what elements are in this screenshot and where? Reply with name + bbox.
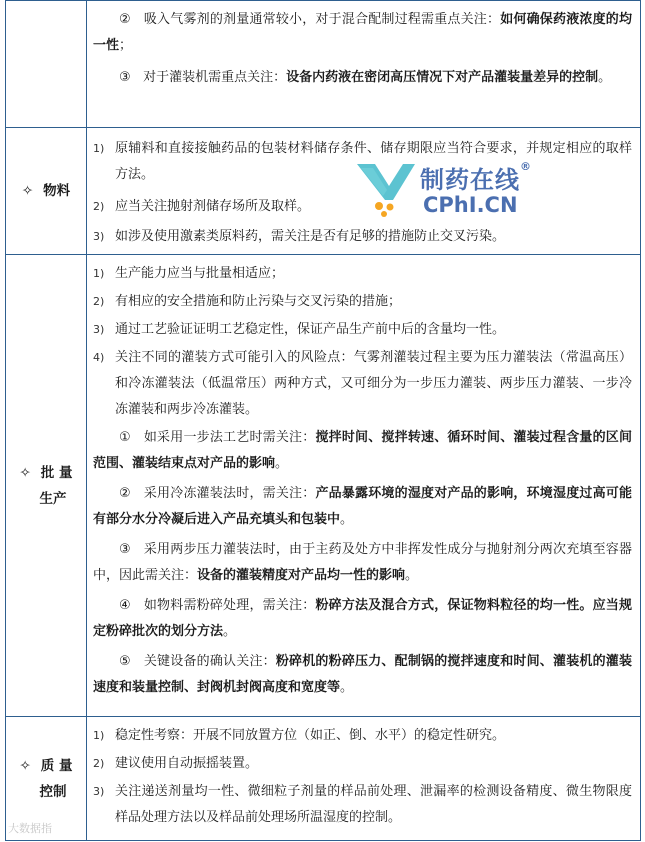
materials-label: 物料 xyxy=(43,183,71,199)
quality-label-1: 质 量 xyxy=(40,757,73,774)
quality-label-2: 控制 xyxy=(39,783,67,800)
top-row xyxy=(6,1,641,128)
top-category-cell xyxy=(6,1,87,128)
logo-text-en: CPhI.CN xyxy=(423,193,518,217)
batch-content-cell xyxy=(87,255,641,717)
registered-mark: ® xyxy=(520,160,532,173)
list-item: 3) 通过工艺验证证明工艺稳定性，保证产品生产前中后的含量均一性。 xyxy=(93,322,506,337)
materials-category-cell xyxy=(6,128,87,255)
list-item: 1) 原辅料和直接接触药品的包装材料储存条件、储存期限应当符合要求，并规定相应的取样方法。 xyxy=(93,141,632,182)
list-item: 2) 建议使用自动振摇装置。 xyxy=(93,756,259,771)
materials-row xyxy=(6,128,641,255)
list-item: 4) 关注不同的灌装方式可能引入的风险点：气雾剂灌装过程主要为压力灌装法（常温高压）和冷冻灌装法（低温常压）两种方式，又可细分为一步压力灌装、两步压力灌装、一步冷冻灌装和两步冷冻灌装。 xyxy=(93,350,632,417)
sub-item: ③ 采用两步压力灌装法时，由于主药及处方中非挥发性成分与抛射剂分两次充填至容器中，因此需关注：设备的灌装精度对产品均一性的影响。 xyxy=(93,542,632,583)
sub-item: ① 如采用一步法工艺时需关注：搅拌时间、搅拌转速、循环时间、灌装过程含量的区间范围、灌装结束点对产品的影响。 xyxy=(93,430,632,471)
filling-machine-note: ③ 对于灌装机需重点关注：设备内药液在密闭高压情况下对产品灌装量差异的控制。 xyxy=(119,70,612,85)
batch-row xyxy=(6,255,641,717)
list-item: 2) 应当关注抛射剂储存场所及取样。 xyxy=(93,199,311,214)
diamond-icon: ✧ xyxy=(19,464,31,481)
list-item: 3) 关注递送剂量均一性、微细粒子剂量的样品前处理、泄漏率的检测设备精度、微生物限度样品处理方法以及样品前处理场所温湿度的控制。 xyxy=(93,784,632,825)
quality-content-cell xyxy=(87,717,641,841)
list-item: 2) 有相应的安全措施和防止污染与交叉污染的措施； xyxy=(93,294,402,309)
sub-item: ② 采用冷冻灌装法时，需关注：产品暴露环境的湿度对产品的影响，环境湿度过高可能有部分水分冷凝后进入产品充填头和包装中。 xyxy=(93,486,632,527)
cphi-logo xyxy=(355,160,540,220)
diamond-icon: ✧ xyxy=(21,183,34,199)
diamond-icon: ✧ xyxy=(19,757,31,774)
cphi-logo-icon xyxy=(355,160,417,218)
quality-row xyxy=(6,717,641,841)
sub-item: ④ 如物料需粉碎处理，需关注：粉碎方法及混合方式，保证物料粒径的均一性。应当规定粉碎批次的划分方法。 xyxy=(93,598,632,639)
sub-item: ⑤ 关键设备的确认关注：粉碎机的粉碎压力、配制锅的搅拌速度和时间、灌装机的灌装速度和装量控制、封阀机封阀高度和宽度等。 xyxy=(93,654,632,695)
list-item: 3) 如涉及使用激素类原料药，需关注是否有足够的措施防止交叉污染。 xyxy=(93,229,506,244)
list-item: 1) 稳定性考察：开展不同放置方位（如正、倒、水平）的稳定性研究。 xyxy=(93,728,506,743)
watermark: 大数据指 xyxy=(8,822,52,835)
list-item: 1) 生产能力应当与批量相适应； xyxy=(93,266,285,281)
batch-label-2: 生产 xyxy=(39,490,67,507)
content-table xyxy=(5,0,641,841)
batch-label-1: 批 量 xyxy=(40,464,73,481)
logo-text-cn: 制药在线 xyxy=(420,166,520,194)
mixing-note: ② 吸入气雾剂的剂量通常较小，对于混合配制过程需重点关注：如何确保药液浓度的均一性； xyxy=(93,12,632,53)
batch-category-cell xyxy=(6,255,87,717)
top-content-cell xyxy=(87,1,641,128)
